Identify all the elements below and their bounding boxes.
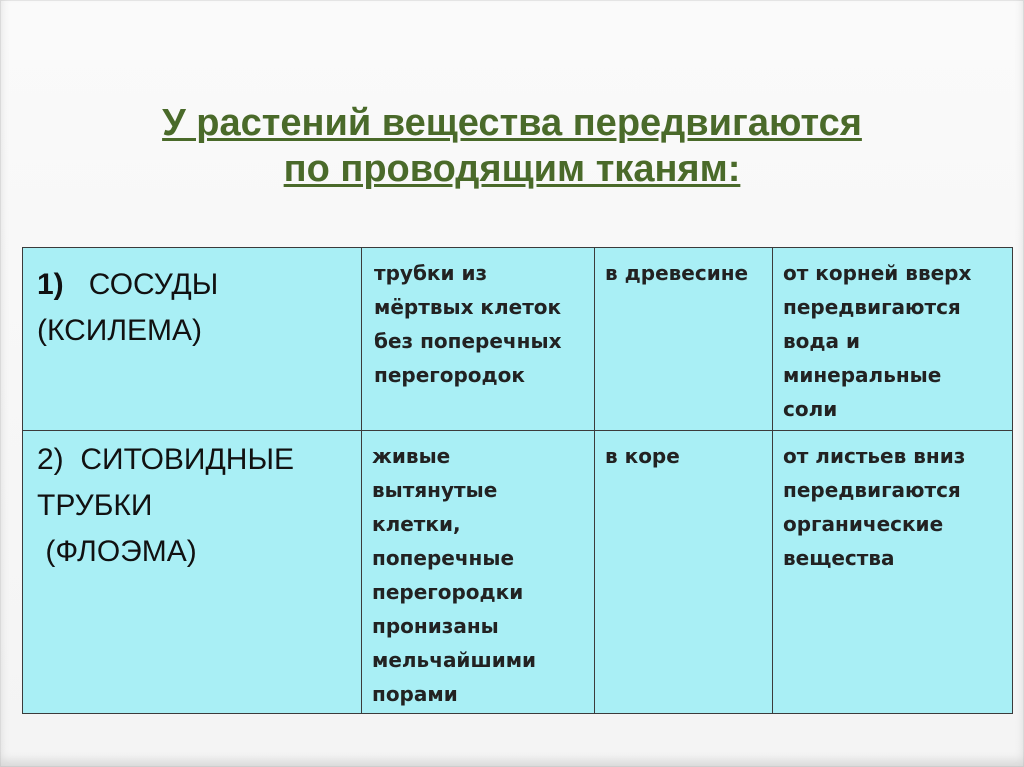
- location-text: в коре: [605, 444, 680, 468]
- function-cell: [773, 248, 1013, 431]
- tissue-name-cell: [23, 248, 362, 431]
- location-cell: [595, 431, 773, 714]
- location-text: в древесине: [605, 261, 749, 285]
- function-cell: [773, 431, 1013, 714]
- structure-text: трубки из мёртвых клеток без поперечных перегородок: [374, 261, 562, 387]
- title-line-1: У растений вещества передвигаются: [162, 102, 862, 144]
- tissue-name-line-1: СИТОВИДНЫЕ: [80, 443, 295, 476]
- tissue-name-line-2: (КСИЛЕМА): [37, 314, 203, 347]
- structure-text: живые вытянутые клетки, поперечные перегородки пронизаны мельчайшими порами: [372, 444, 537, 706]
- table-row: [23, 431, 1013, 714]
- tissue-name-line-2: ТРУБКИ: [37, 489, 153, 522]
- function-text: от листьев вниз передвигаются органические вещества: [783, 444, 966, 570]
- row-number: 1): [37, 268, 64, 301]
- structure-cell: [362, 248, 595, 431]
- title-line-2: по проводящим тканям:: [283, 148, 741, 190]
- slide-title: [40, 100, 984, 192]
- function-text: от корней вверх передвигаются вода и минеральные соли: [783, 261, 972, 421]
- tissues-table: [22, 247, 1013, 714]
- tissue-name-line-1: СОСУДЫ: [88, 268, 219, 301]
- tissue-name-cell: [23, 431, 362, 714]
- location-cell: [595, 248, 773, 431]
- table-row: [23, 248, 1013, 431]
- structure-cell: [362, 431, 595, 714]
- row-number: 2): [37, 443, 64, 476]
- tissue-name-line-3: (ФЛОЭМА): [37, 535, 197, 568]
